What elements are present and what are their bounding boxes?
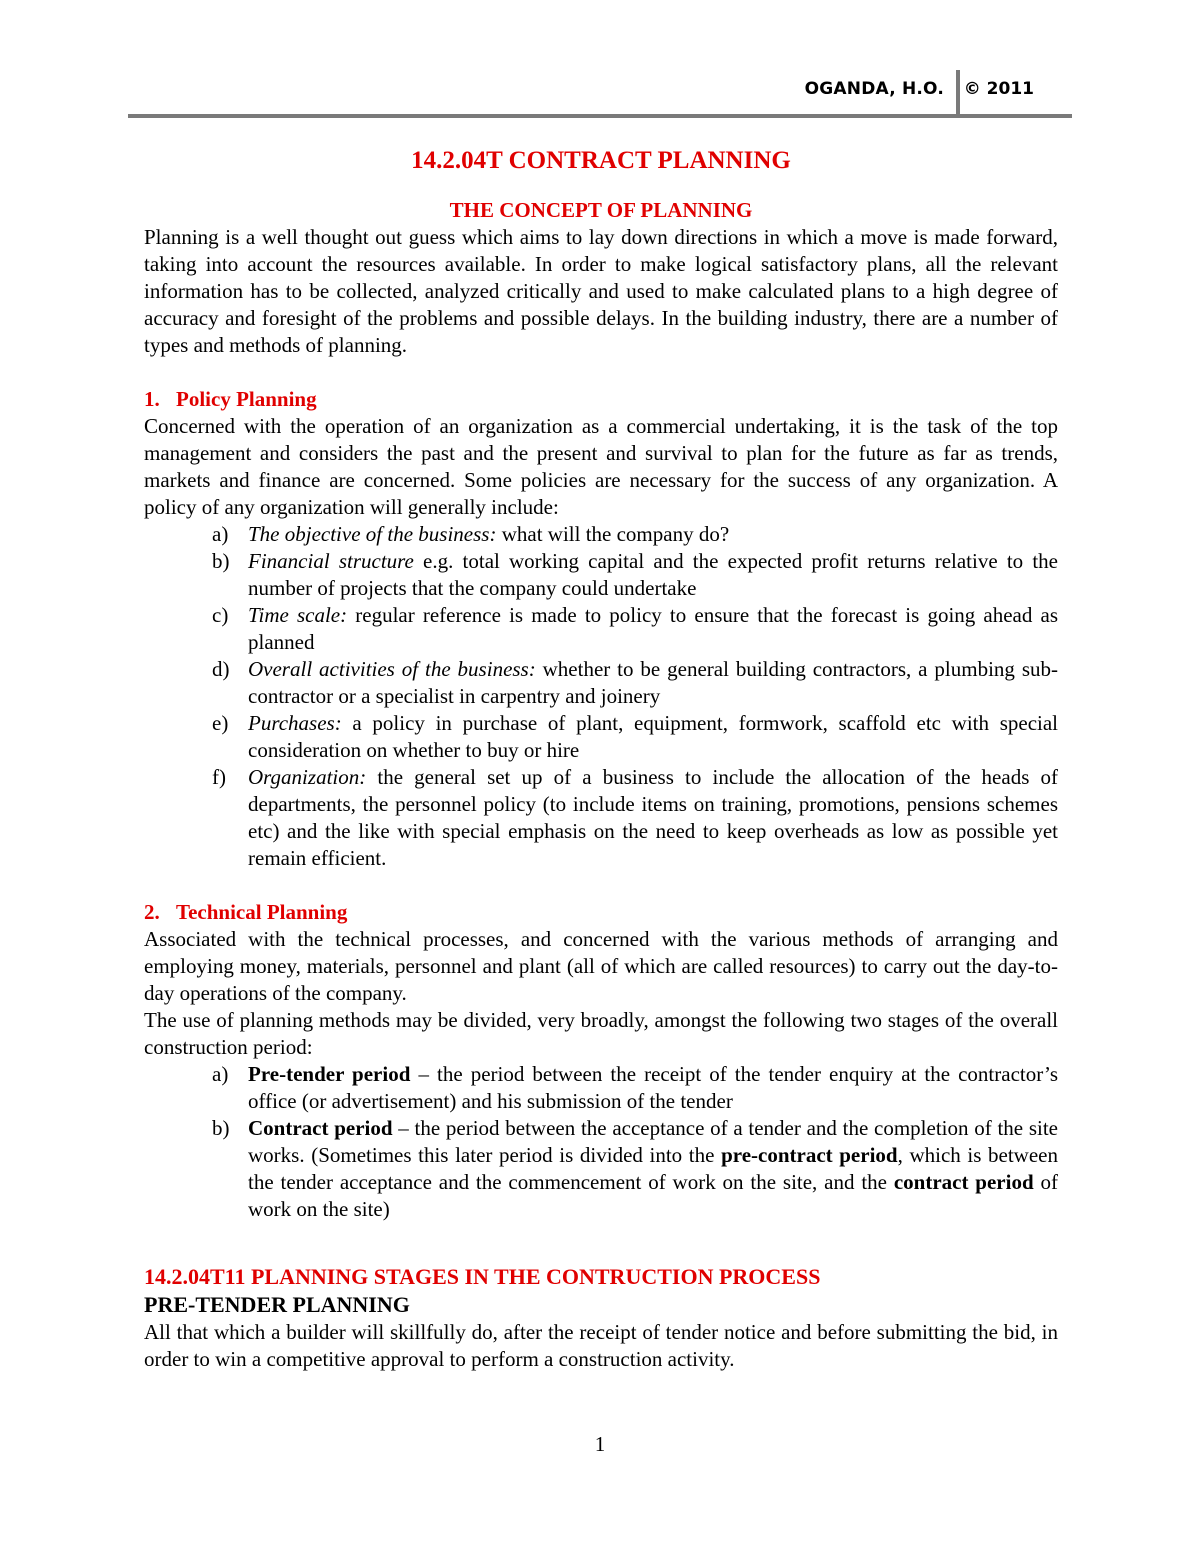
- spacer: [144, 1223, 1058, 1263]
- list-item-term: Pre-tender period: [248, 1062, 411, 1086]
- list-item: [212, 1115, 1058, 1223]
- spacer: [144, 872, 1058, 899]
- technical-planning-heading: [144, 899, 1058, 926]
- list-item: [212, 521, 1058, 548]
- planning-methods-paragraph: The use of planning methods may be divided, very broadly, amongst the following two stages of the overall construction period:: [144, 1008, 1058, 1059]
- planning-stages-heading: 14.2.04T11 PLANNING STAGES IN THE CONTRUCTION PROCESS: [144, 1264, 821, 1289]
- spacer: [144, 359, 1058, 386]
- list-item-text: of work on the site): [248, 1170, 1058, 1221]
- list-item-text: the general set up of a business to include the allocation of the heads of departments, the personnel policy (to include items on training, promotions, pensions schemes etc) and the like with special emphasis on the need to keep overheads as low as possible yet remain efficient.: [248, 765, 1058, 870]
- list-item-term: Overall activities of the business:: [248, 657, 536, 681]
- pre-tender-paragraph: All that which a builder will skillfully do, after the receipt of tender notice and before submitting the bid, in order to win a competitive approval to perform a construction activity.: [144, 1320, 1058, 1371]
- section-number: 2.: [144, 900, 160, 924]
- document-title: 14.2.04T CONTRACT PLANNING: [411, 147, 791, 174]
- list-item-text: – the period between the receipt of the tender enquiry at the contractor’s office (or advertisement) and his submission of the tender: [248, 1062, 1058, 1113]
- list-item: [212, 656, 1058, 710]
- list-item: [212, 710, 1058, 764]
- list-item: [212, 764, 1058, 872]
- list-item: [212, 1061, 1058, 1115]
- header-rule: [128, 114, 1072, 118]
- document-body: [144, 141, 1058, 1373]
- list-item-text: e.g. total working capital and the expected profit returns relative to the number of projects that the company could undertake: [248, 549, 1058, 600]
- list-item-term: Financial structure: [248, 549, 414, 573]
- list-item-term: Organization:: [248, 765, 367, 789]
- policy-planning-heading: [144, 386, 1058, 413]
- list-item-term: The objective of the business:: [248, 522, 497, 546]
- list-item: [212, 602, 1058, 656]
- section-title: Policy Planning: [176, 387, 317, 411]
- list-marker: b): [212, 549, 230, 573]
- page-number: 1: [594, 1432, 606, 1456]
- list-marker: b): [212, 1116, 230, 1140]
- list-item-text: a policy in purchase of plant, equipment, formwork, scaffold etc with special consideration on whether to buy or hire: [248, 711, 1058, 762]
- list-marker: c): [212, 603, 229, 627]
- pre-tender-planning-heading: PRE-TENDER PLANNING: [144, 1292, 410, 1317]
- policy-planning-paragraph: Concerned with the operation of an organization as a commercial undertaking, it is the task of the top management and considers the past and the present and survival to plan for the future as far as trends, markets and finance are concerned. Some policies are necessary for the success of any organization. A policy of any organization will generally include:: [144, 414, 1058, 519]
- list-marker: a): [212, 522, 229, 546]
- list-marker: d): [212, 657, 230, 681]
- page-header: [128, 76, 1072, 116]
- header-author: OGANDA, H.O.: [804, 79, 944, 99]
- periods-list: [144, 1061, 1058, 1223]
- list-item-text: – the period between the acceptance of a tender and the completion of the site works. (Sometimes this later period is divided into the: [248, 1116, 1058, 1167]
- list-item-text: whether to be general building contractors, a plumbing sub-contractor or a specialist in carpentry and joinery: [248, 657, 1058, 708]
- list-item-text: regular reference is made to policy to ensure that the forecast is going ahead as planned: [248, 603, 1058, 654]
- list-item-term: Contract period: [248, 1116, 393, 1140]
- list-item-text: , which is between the tender acceptance and the commencement of work on the site, and the: [248, 1143, 1058, 1194]
- list-item: [212, 548, 1058, 602]
- pre-contract-period-term: pre-contract period: [721, 1143, 898, 1167]
- section-number: 1.: [144, 387, 160, 411]
- list-marker: f): [212, 765, 226, 789]
- list-marker: e): [212, 711, 229, 735]
- contract-period-term: contract period: [893, 1170, 1034, 1194]
- policy-list: [144, 521, 1058, 872]
- list-item-text: what will the company do?: [496, 522, 730, 546]
- concept-paragraph: Planning is a well thought out guess which aims to lay down directions in which a move is made forward, taking into account the resources available. In order to make logical satisfactory plans, all the relevant information has to be collected, analyzed critically and used to make calculated plans to a high degree of accuracy and foresight of the problems and possible delays. In the building industry, there are a number of types and methods of planning.: [144, 225, 1058, 357]
- technical-planning-paragraph: Associated with the technical processes, and concerned with the various methods of arranging and employing money, materials, personnel and plant (all of which are called resources) to carry out the day-to-day operations of the company.: [144, 927, 1058, 1005]
- section-title: Technical Planning: [176, 900, 348, 924]
- header-copyright: © 2011: [963, 79, 1034, 99]
- header-separator: [956, 70, 960, 114]
- list-item-term: Time scale:: [248, 603, 348, 627]
- list-marker: a): [212, 1062, 229, 1086]
- concept-heading: THE CONCEPT OF PLANNING: [449, 198, 753, 222]
- list-item-term: Purchases:: [248, 711, 342, 735]
